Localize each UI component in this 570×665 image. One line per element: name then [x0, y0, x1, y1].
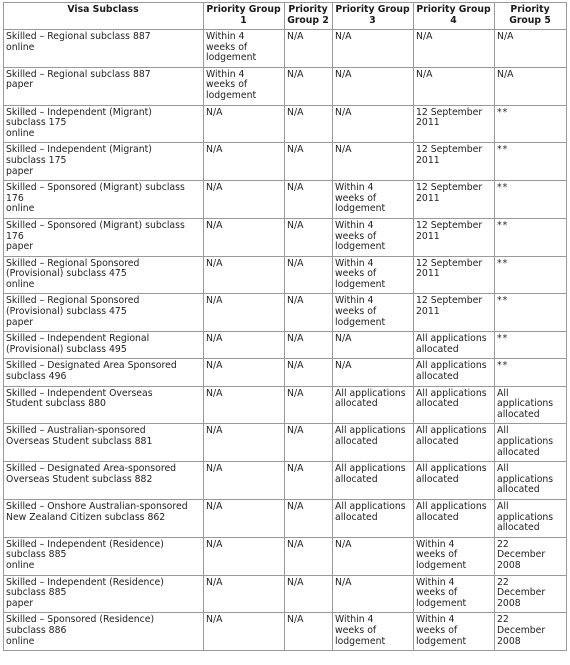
table-cell: N/A [285, 386, 333, 424]
table-cell: All applications allocated [414, 332, 495, 359]
table-cell: N/A [204, 256, 285, 294]
table-cell: N/A [333, 105, 414, 143]
table-cell: N/A [333, 359, 414, 386]
table-cell: Within 4 weeks of lodgement [333, 218, 414, 256]
table-cell: N/A [495, 67, 567, 105]
table-cell: 12 September 2011 [414, 143, 495, 181]
table-cell: 22 December 2008 [495, 613, 567, 651]
table-cell: N/A [204, 424, 285, 462]
visa-subclass-cell: Skilled – Designated Area-sponsored Overseas Student subclass 882 [4, 462, 204, 500]
table-row [4, 218, 567, 256]
column-header: Visa Subclass [4, 3, 204, 30]
table-cell: ** [495, 294, 567, 332]
table-cell: N/A [285, 613, 333, 651]
table-row [4, 386, 567, 424]
table-cell: N/A [285, 105, 333, 143]
table-cell: All applications allocated [495, 386, 567, 424]
visa-subclass-cell: Skilled – Australian-sponsored Overseas Student subclass 881 [4, 424, 204, 462]
table-cell: Within 4 weeks of lodgement [414, 537, 495, 575]
table-header-row [4, 3, 567, 30]
visa-subclass-cell: Skilled – Independent (Migrant) subclass 175 online [4, 105, 204, 143]
visa-subclass-cell: Skilled – Independent (Residence) subclass 885 online [4, 537, 204, 575]
table-cell: N/A [204, 181, 285, 219]
table-cell: N/A [285, 181, 333, 219]
table-row [4, 462, 567, 500]
table-row [4, 499, 567, 537]
table-cell: All applications allocated [495, 462, 567, 500]
table-cell: Within 4 weeks of lodgement [333, 613, 414, 651]
table-cell: 12 September 2011 [414, 105, 495, 143]
table-cell: N/A [204, 105, 285, 143]
table-cell: N/A [285, 575, 333, 613]
table-cell: N/A [204, 143, 285, 181]
table-cell: N/A [285, 462, 333, 500]
table-row [4, 575, 567, 613]
table-cell: N/A [285, 30, 333, 68]
table-cell: ** [495, 143, 567, 181]
visa-subclass-cell: Skilled – Sponsored (Residence) subclass 886 online [4, 613, 204, 651]
visa-subclass-cell: Skilled – Sponsored (Migrant) subclass 176 paper [4, 218, 204, 256]
table-cell: ** [495, 218, 567, 256]
table-row [4, 613, 567, 651]
visa-subclass-cell: Skilled – Independent (Residence) subclass 885 paper [4, 575, 204, 613]
table-cell: N/A [333, 537, 414, 575]
table-cell: All applications allocated [333, 499, 414, 537]
column-header: Priority Group 5 [495, 3, 567, 30]
table-cell: All applications allocated [495, 424, 567, 462]
table-cell: N/A [285, 359, 333, 386]
table-cell: N/A [204, 462, 285, 500]
table-cell: 12 September 2011 [414, 256, 495, 294]
table-cell: 22 December 2008 [495, 537, 567, 575]
table-row [4, 67, 567, 105]
visa-subclass-cell: Skilled – Designated Area Sponsored subclass 496 [4, 359, 204, 386]
table-cell: N/A [285, 256, 333, 294]
table-cell: N/A [204, 294, 285, 332]
table-cell: N/A [285, 332, 333, 359]
visa-subclass-cell: Skilled – Regional subclass 887 online [4, 30, 204, 68]
table-cell: N/A [285, 499, 333, 537]
table-cell: N/A [285, 537, 333, 575]
table-row [4, 424, 567, 462]
visa-subclass-cell: Skilled – Regional Sponsored (Provisional) subclass 475 paper [4, 294, 204, 332]
table-cell: All applications allocated [333, 462, 414, 500]
table-cell: ** [495, 181, 567, 219]
table-cell: N/A [285, 143, 333, 181]
table-cell: All applications allocated [414, 359, 495, 386]
table-cell: Within 4 weeks of lodgement [333, 181, 414, 219]
table-cell: N/A [204, 218, 285, 256]
table-cell: ** [495, 256, 567, 294]
table-cell: N/A [285, 294, 333, 332]
table-cell: Within 4 weeks of lodgement [333, 256, 414, 294]
table-cell: N/A [285, 67, 333, 105]
visa-subclass-cell: Skilled – Onshore Australian-sponsored New Zealand Citizen subclass 862 [4, 499, 204, 537]
table-cell: All applications allocated [414, 424, 495, 462]
table-cell: N/A [333, 67, 414, 105]
table-cell: 12 September 2011 [414, 218, 495, 256]
table-cell: ** [495, 359, 567, 386]
visa-subclass-cell: Skilled – Independent (Migrant) subclass 175 paper [4, 143, 204, 181]
visa-subclass-cell: Skilled – Independent Regional (Provisional) subclass 495 [4, 332, 204, 359]
table-cell: N/A [333, 143, 414, 181]
table-row [4, 30, 567, 68]
table-cell: N/A [285, 424, 333, 462]
table-cell: All applications allocated [414, 499, 495, 537]
visa-subclass-cell: Skilled – Independent Overseas Student subclass 880 [4, 386, 204, 424]
visa-subclass-cell: Skilled – Regional subclass 887 paper [4, 67, 204, 105]
column-header: Priority Group 4 [414, 3, 495, 30]
table-cell: Within 4 weeks of lodgement [333, 294, 414, 332]
table-cell: 22 December 2008 [495, 575, 567, 613]
table-cell: ** [495, 105, 567, 143]
table-cell: Within 4 weeks of lodgement [414, 613, 495, 651]
table-cell: Within 4 weeks of lodgement [204, 67, 285, 105]
table-row [4, 537, 567, 575]
table-cell: All applications allocated [333, 424, 414, 462]
priority-processing-table [3, 2, 567, 651]
table-row [4, 332, 567, 359]
visa-subclass-cell: Skilled – Regional Sponsored (Provisional) subclass 475 online [4, 256, 204, 294]
table-cell: All applications allocated [414, 386, 495, 424]
table-cell: All applications allocated [495, 499, 567, 537]
table-cell: N/A [204, 386, 285, 424]
table-cell: N/A [414, 30, 495, 68]
table-cell: N/A [204, 613, 285, 651]
table-row [4, 256, 567, 294]
table-cell: N/A [333, 575, 414, 613]
table-cell: N/A [414, 67, 495, 105]
visa-subclass-cell: Skilled – Sponsored (Migrant) subclass 176 online [4, 181, 204, 219]
table-cell: 12 September 2011 [414, 181, 495, 219]
table-cell: 12 September 2011 [414, 294, 495, 332]
table-row [4, 143, 567, 181]
table-row [4, 294, 567, 332]
table-cell: Within 4 weeks of lodgement [414, 575, 495, 613]
table-cell: N/A [333, 332, 414, 359]
column-header: Priority Group 2 [285, 3, 333, 30]
table-cell: ** [495, 332, 567, 359]
table-cell: All applications allocated [414, 462, 495, 500]
table-cell: Within 4 weeks of lodgement [204, 30, 285, 68]
table-cell: N/A [204, 332, 285, 359]
column-header: Priority Group 3 [333, 3, 414, 30]
table-cell: N/A [495, 30, 567, 68]
table-row [4, 359, 567, 386]
table-cell: N/A [285, 218, 333, 256]
table-cell: N/A [204, 359, 285, 386]
table-row [4, 181, 567, 219]
table-cell: N/A [204, 499, 285, 537]
table-cell: All applications allocated [333, 386, 414, 424]
column-header: Priority Group 1 [204, 3, 285, 30]
table-cell: N/A [204, 575, 285, 613]
table-row [4, 105, 567, 143]
table-cell: N/A [333, 30, 414, 68]
table-cell: N/A [204, 537, 285, 575]
